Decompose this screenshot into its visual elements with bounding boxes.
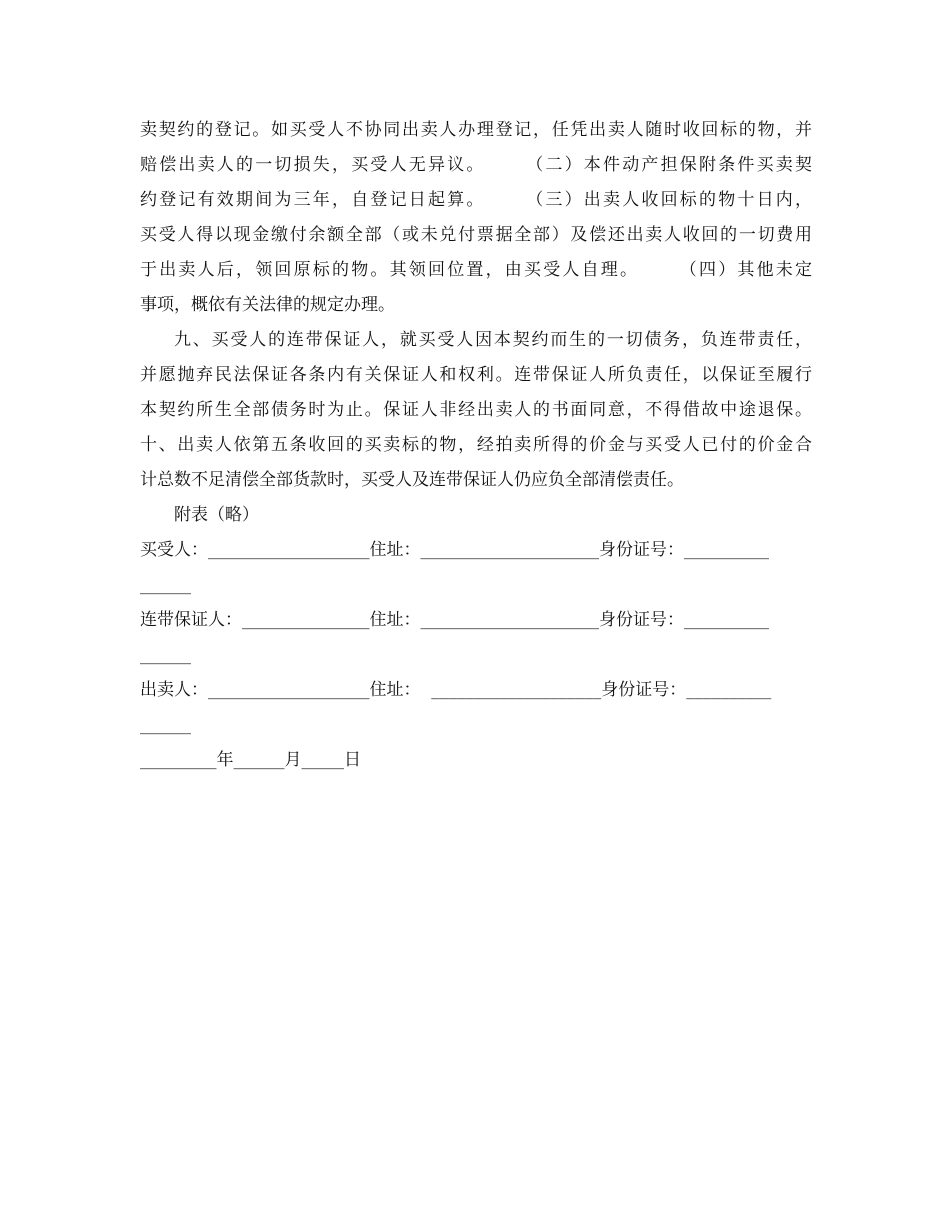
paragraph-line: 计总数不足清偿全部货款时，买受人及连带保证人仍应负全部清偿责任。 [140, 470, 684, 490]
paragraph-line: 买受人得以现金缴付余额全部（或未兑付票据全部）及偿还出卖人收回的一切费用 [140, 225, 812, 245]
paragraph-line: 并愿抛弃民法保证各条内有关保证人和权利。连带保证人所负责任，以保证至履行 [140, 365, 812, 385]
clause-ten-line: 十、出卖人依第五条收回的买卖标的物，经拍卖所得的价金与买受人已付的价金合 [140, 435, 812, 455]
guarantor-signature-line: 连带保证人：_______________住址：_____________________身份证号：__________ [140, 610, 769, 630]
buyer-signature-line: 买受人：___________________住址：_____________________身份证号：__________ [140, 540, 769, 560]
signature-line-continuation: ______ [140, 645, 191, 665]
paragraph-line: 于出卖人后，领回原标的物。其领回位置，由买受人自理。 （四）其他未定 [140, 260, 812, 280]
signature-line-continuation: ______ [140, 575, 191, 595]
signature-line-continuation: ______ [140, 715, 191, 735]
paragraph-line: 赔偿出卖人的一切损失，买受人无异议。 （二）本件动产担保附条件买卖契 [140, 155, 812, 175]
paragraph-line: 事项，概依有关法律的规定办理。 [140, 295, 395, 315]
paragraph-line: 本契约所生全部债务时为止。保证人非经出卖人的书面同意，不得借故中途退保。 [140, 400, 812, 420]
paragraph-line: 约登记有效期间为三年，自登记日起算。 （三）出卖人收回标的物十日内， [140, 190, 812, 210]
appendix-note: 附表（略） [174, 505, 259, 525]
clause-nine-line: 九、买受人的连带保证人，就买受人因本契约而生的一切债务，负连带责任， [174, 330, 812, 350]
seller-signature-line: 出卖人：___________________住址： ____________________身份证号：__________ [140, 680, 772, 700]
paragraph-line: 卖契约的登记。如买受人不协同出卖人办理登记，任凭出卖人随时收回标的物，并 [140, 120, 812, 140]
date-line: _________年______月_____日 [140, 750, 361, 770]
